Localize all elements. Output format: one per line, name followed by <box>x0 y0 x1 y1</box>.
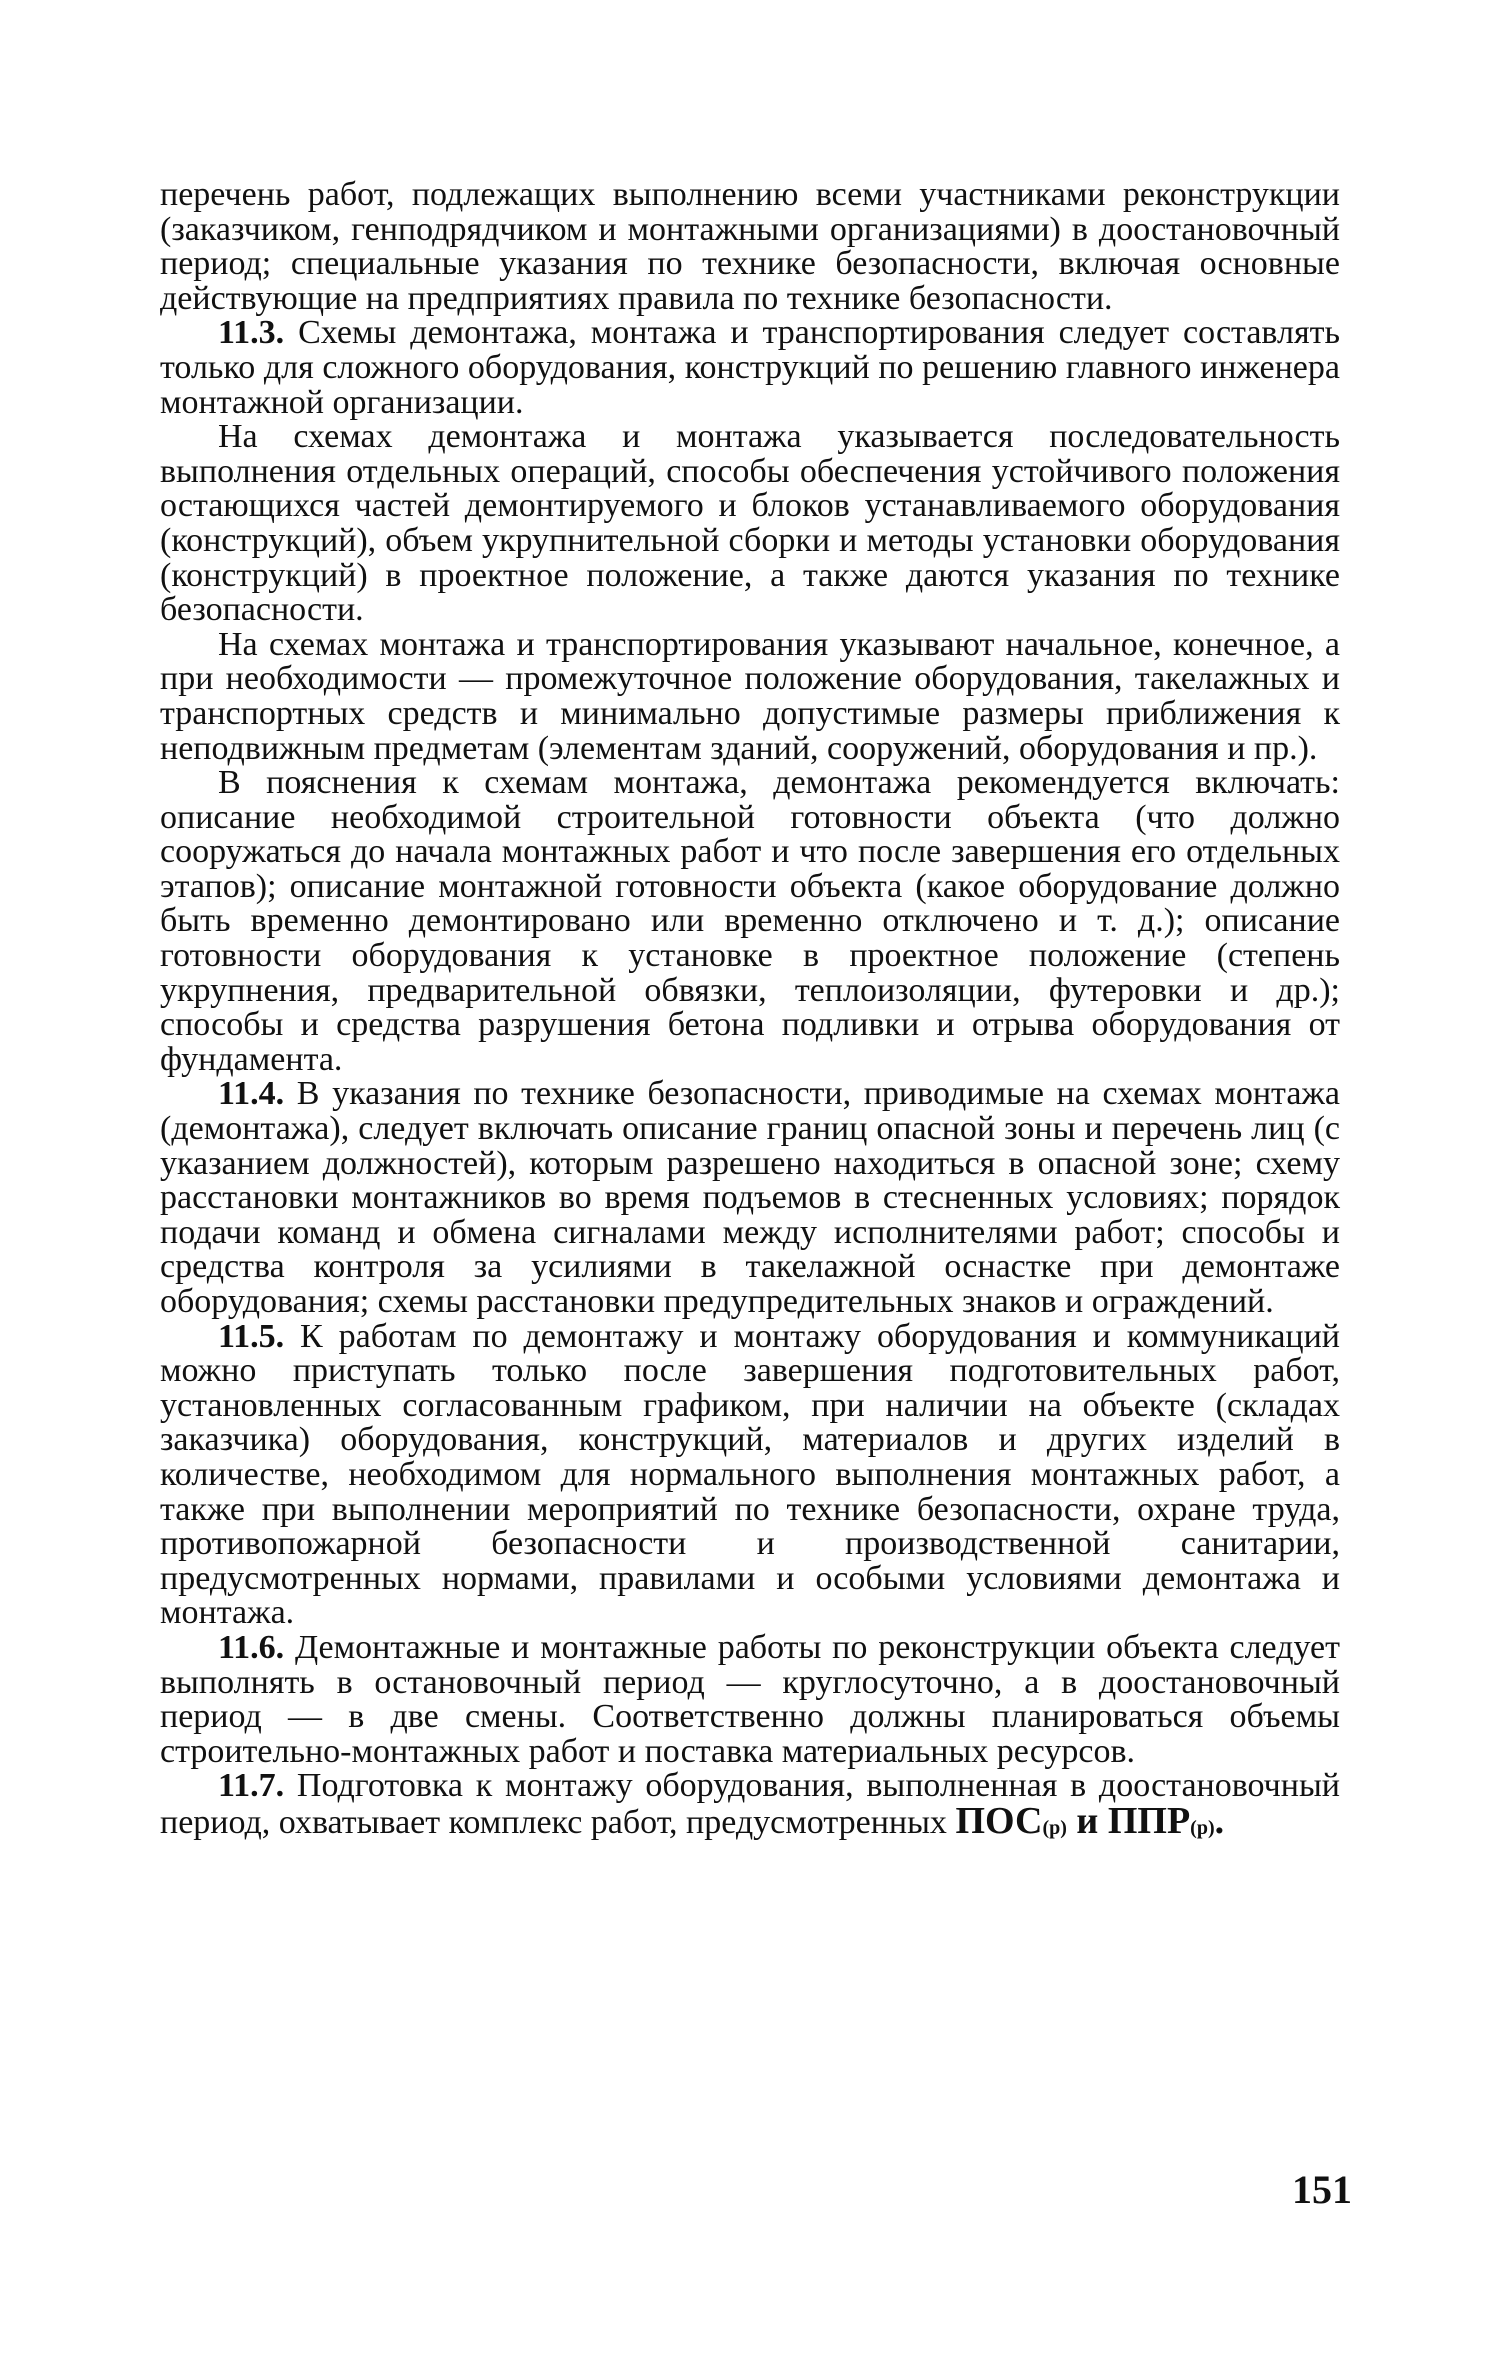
abbr-ppr-subscript: (р) <box>1190 1816 1215 1839</box>
paragraph-continuation <box>160 178 1340 316</box>
clause-number: 11.4. <box>218 1075 285 1113</box>
abbr-ppr: ППР <box>1107 1799 1191 1842</box>
paragraph-11-7 <box>160 1769 1340 1844</box>
clause-number: 11.7. <box>218 1767 285 1805</box>
paragraph-11-3-schemes <box>160 420 1340 628</box>
sentence-end: . <box>1214 1799 1225 1842</box>
clause-number: 11.6. <box>218 1628 285 1666</box>
paragraph-11-5 <box>160 1317 1340 1632</box>
paragraph-text: На схемах монтажа и транспортирования указывают начальное, конечное, а при необходимости — промежуточное положение оборудования, такелажных и транспортных средств и минимально допустимые размеры приближения к неподвижным предметам (элементам зданий, сооружений, оборудования и пр.). <box>160 625 1340 767</box>
paragraph-text: На схемах демонтажа и монтажа указывается последовательность выполнения отдельных операций, способы обеспечения устойчивого положения остающихся частей демонтируемого и блоков устанавливаемого оборудования (конструкций), объем укрупнительной сборки и методы установки оборудования (конструкций) в проектное положение, а также даются указания по технике безопасности. <box>160 418 1340 629</box>
clause-number: 11.5. <box>218 1317 285 1355</box>
paragraph-text: Демонтажные и монтажные работы по реконструкции объекта следует выполнять в остановочный период — круглосуточно, а в доостановочный период — в две смены. Соответственно должны планироваться объемы строительно-монтажных работ и поставка материальных ресурсов. <box>160 1628 1340 1770</box>
page-number: 151 <box>1292 2167 1352 2212</box>
paragraph-text: Схемы демонтажа, монтажа и транспортирования следует составлять только для сложного оборудования, конструкций по решению главного инженера монтажной организации. <box>160 314 1340 421</box>
paragraph-11-3-transport <box>160 625 1340 767</box>
paragraph-text: В указания по технике безопасности, приводимые на схемах монтажа (демонтажа), следует включать описание границ опасной зоны и перечень лиц (с указанием должностей), которым разрешено находиться в опасной зоне; схему расстановки монтажников во время подъемов в стесненных условиях; порядок подачи команд и обмена сигналами между исполнителями работ; способы и средства контроля за усилиями в такелажной оснастке при демонтаже оборудования; схемы расстановки предупредительных знаков и ограждений. <box>160 1075 1340 1320</box>
paragraph-text: В пояснения к схемам монтажа, демонтажа рекомендуется включать: описание необходимой строительной готовности объекта (что должно сооружаться до начала монтажных работ и что после завершения его отдельных этапов); описание монтажной готовности объекта (какое оборудование должно быть временно демонтировано или временно отключено и т. д.); описание готовности оборудования к установке в проектное положение (степень укрупнения, предварительной обвязки, теплоизоляции, футеровки и др.); способы и средства разрушения бетона подливки и отрыва оборудования от фундамента. <box>160 764 1340 1078</box>
page-body-text <box>160 178 1340 1845</box>
conjunction: и <box>1066 1799 1108 1842</box>
paragraph-11-6 <box>160 1628 1340 1770</box>
paragraph-text: Подготовка к монтажу оборудования, выполненная в доостановочный период, охватывает комплекс работ, предусмотренных <box>160 1767 1341 1841</box>
paragraph-text: К работам по демонтажу и монтажу оборудования и коммуникаций можно приступать только после завершения подготовительных работ, установленных согласованным графиком, при наличии на объекте (складах заказчика) оборудования, конструкций, материалов и других изделий в количестве, необходимом для нормального выполнения монтажных работ, а также при выполнении мероприятий по технике безопасности, охране труда, противопожарной безопасности и производственной санитарии, предусмотренных нормами, правилами и особыми условиями демонтажа и монтажа. <box>160 1317 1340 1632</box>
paragraph-11-4 <box>160 1077 1340 1319</box>
abbr-pos-subscript: (р) <box>1042 1816 1067 1839</box>
abbr-pos: ПОС <box>955 1799 1043 1842</box>
paragraph-text: перечень работ, подлежащих выполнению всеми участниками реконструкции (заказчиком, генподрядчиком и монтажными организациями) в доостановочный период; специальные указания по технике безопасности, включая основные действующие на предприятиях правила по технике безопасности. <box>160 176 1340 317</box>
paragraph-11-3 <box>160 316 1340 420</box>
paragraph-11-3-explanations <box>160 766 1340 1077</box>
clause-number: 11.3. <box>218 314 285 352</box>
